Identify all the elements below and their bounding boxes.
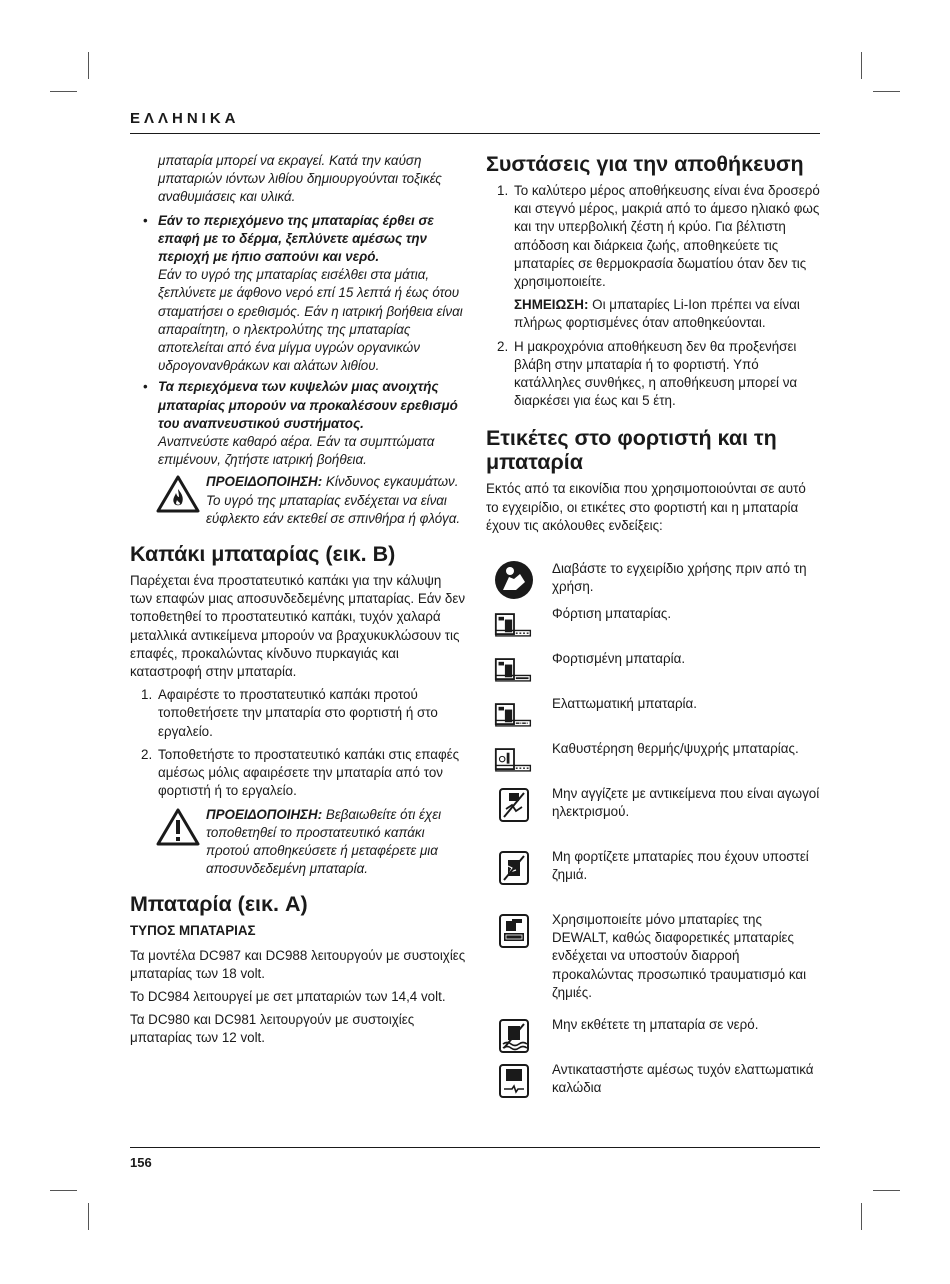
exclamation-warning-icon: [156, 808, 200, 846]
label-row: [486, 605, 820, 650]
battery-paragraph: Το DC984 λειτουργεί με σετ μπαταριών των 14,4 volt.: [130, 988, 446, 1004]
crop-mark: [873, 1190, 900, 1191]
warning-text: Κίνδυνος εγκαυμάτων. Το υγρό της μπαταρίας ενδέχεται να είναι εύφλεκτο εάν εκτεθεί σε σπινθήρα ή φλόγα.: [206, 474, 461, 526]
labels-heading: Ετικέτες στο φορτιστή και τη μπαταρία: [486, 426, 777, 475]
label-row: [486, 785, 820, 848]
label-row: [486, 560, 820, 605]
step-number: 1.: [497, 183, 509, 198]
label-text: Ελαττωματική μπαταρία.: [552, 696, 697, 712]
replace-cords-icon: [494, 1061, 534, 1101]
storage-note: [486, 296, 820, 332]
cap-heading: Καπάκι μπαταρίας (εικ. B): [130, 542, 396, 567]
battery-charging-icon: [494, 605, 534, 645]
storage-step: [486, 338, 820, 411]
bullet-item: [130, 212, 467, 376]
label-row: [486, 695, 820, 740]
battery-defective-icon: [494, 695, 534, 735]
step-number: 2.: [497, 338, 509, 354]
storage-heading: Συστάσεις για την αποθήκευση: [486, 152, 804, 176]
battery-heading: Μπαταρία (εικ. A): [130, 892, 308, 917]
crop-mark: [50, 1190, 77, 1191]
label-row: [486, 740, 820, 785]
label-text: Φορτισμένη μπαταρία.: [552, 651, 686, 667]
footer-divider: [130, 1147, 820, 1148]
no-water-icon: [494, 1016, 534, 1056]
step-number: 1.: [141, 687, 153, 703]
label-text: Μην εκθέτετε τη μπαταρία σε νερό.: [552, 1017, 759, 1033]
storage-step: [486, 182, 820, 291]
bullet-bold-text: Τα περιεχόμενα των κυψελών μιας ανοιχτής μπαταρίας μπορούν να προκαλέσουν ερεθισμό του αναπνευστικού συστήματος.: [158, 379, 458, 431]
intro-text: μπαταρία μπορεί να εκραγεί. Κατά την καύση μπαταριών ιόντων λιθίου δημιουργούνται τοξικές αναθυμιάσεις και υλικά.: [158, 153, 442, 205]
right-column: [486, 152, 820, 1101]
battery-paragraph: Τα μοντέλα DC987 και DC988 λειτουργούν με συστοιχίες μπαταρίας των 18 volt.: [130, 947, 466, 981]
step-text: Αφαιρέστε το προστατευτικό καπάκι προτού τοποθετήσετε την μπαταρία στο φορτιστή ή στο εργαλείο.: [158, 687, 438, 739]
label-text: Μη φορτίζετε μπαταρίες που έχουν υποστεί ζημιά.: [552, 849, 809, 883]
cap-step: [130, 746, 467, 801]
warning-label: ΠΡΟΕΙΔΟΠΟΙΗΣΗ:: [206, 474, 323, 490]
label-row: [486, 1061, 820, 1101]
step-number: 2.: [141, 746, 153, 762]
crop-mark: [861, 52, 862, 79]
label-row: [486, 848, 820, 911]
page-header-language: ΕΛΛΗΝΙΚΑ: [130, 110, 240, 127]
label-text: Αντικαταστήστε αμέσως τυχόν ελαττωματικά καλώδια: [552, 1062, 814, 1096]
labels-intro: Εκτός από τα εικονίδια που χρησιμοποιούνται σε αυτό το εγχειρίδιο, οι ετικέτες στο φορτιστή και η μπαταρία έχουν τις ακόλουθες ενδείξεις:: [486, 481, 806, 533]
crop-mark: [50, 91, 77, 92]
battery-paragraph: Τα DC980 και DC981 λειτουργούν με συστοιχίες μπαταρίας των 12 volt.: [130, 1012, 415, 1046]
cap-step: [130, 686, 467, 741]
crop-mark: [88, 1203, 89, 1230]
label-text: Διαβάστε το εγχειρίδιο χρήσης πριν από τη χρήση.: [552, 561, 807, 595]
bullet-item: [130, 378, 467, 469]
left-column: [130, 152, 467, 1053]
step-text: Η μακροχρόνια αποθήκευση δεν θα προξενήσει βλάβη στην μπαταρία ή το φορτιστή. Υπό κατάλληλες συνθήκες, η αποθήκευση μπορεί να διαρκέσει για έως και 5 έτη.: [514, 338, 798, 409]
label-text: Καθυστέρηση θερμής/ψυχρής μπαταρίας.: [552, 741, 799, 757]
page-number: 156: [130, 1155, 152, 1170]
crop-mark: [873, 91, 900, 92]
warning-label: ΠΡΟΕΙΔΟΠΟΙΗΣΗ:: [206, 806, 323, 822]
hot-cold-delay-icon: [494, 740, 534, 780]
note-label: ΣΗΜΕΙΩΣΗ:: [514, 297, 589, 313]
crop-mark: [861, 1203, 862, 1230]
header-divider: [130, 133, 820, 134]
dewalt-batteries-only-icon: [494, 911, 534, 951]
battery-charged-icon: [494, 650, 534, 690]
label-text: Μην αγγίζετε με αντικείμενα που είναι αγωγοί ηλεκτρισμού.: [552, 786, 820, 820]
battery-type-heading: ΤΥΠΟΣ ΜΠΑΤΑΡΙΑΣ: [130, 923, 256, 939]
label-row: [486, 650, 820, 695]
fire-warning: [130, 473, 467, 528]
step-text: Τοποθετήστε το προστατευτικό καπάκι στις επαφές αμέσως μόλις αφαιρέσετε την μπαταρία από τον φορτιστή ή το εργαλείο.: [158, 746, 460, 799]
bullet-bold-text: Εάν το περιεχόμενο της μπαταρίας έρθει σε επαφή με το δέρμα, ξεπλύνετε αμέσως την περιοχή με ήπιο σαπούνι και νερό.: [158, 212, 434, 265]
label-text: Χρησιμοποιείτε μόνο μπαταρίες της DEWALT, καθώς διαφορετικές μπαταρίες ενδέχεται να υποστούν διαρροή προκαλώντας προσωπικό τραυματισμό και ζημιές.: [552, 912, 807, 1000]
bullet-dot-icon: •: [143, 212, 148, 228]
read-manual-icon: [494, 560, 534, 600]
crop-mark: [88, 52, 89, 79]
cap-warning: [130, 806, 467, 879]
label-text: Φόρτιση μπαταρίας.: [552, 606, 672, 622]
step-text: Το καλύτερο μέρος αποθήκευσης είναι ένα δροσερό και στεγνό μέρος, μακριά από το άμεσο ηλιακό φως και την υπερβολική ζέστη ή κρύο. Για βέλτιστη απόδοση και διάρκεια ζωής, αποθηκεύετε τις μπαταρίες σε θερμοκρασία δωματίου όταν δεν τις χρησιμοποιείτε.: [514, 183, 820, 290]
no-conductive-objects-icon: [494, 785, 534, 825]
no-damaged-battery-icon: [494, 848, 534, 888]
fire-warning-icon: [156, 475, 200, 513]
note-text: Οι μπαταρίες Li-Ion πρέπει να είναι πλήρως φορτισμένες όταν αποθηκεύονται.: [514, 297, 800, 331]
bullet-text: Εάν το υγρό της μπαταρίας εισέλθει στα μάτια, ξεπλύνετε με άφθονο νερό επί 15 λεπτά ή έως ότου σταματήσει ο ερεθισμός. Εάν η ιατρική βοήθεια είναι απαραίτητη, ο ηλεκτρολύτης της μπαταρίας αποτελείται από ένα μίγμα υγρών οργανικών υδρογονανθράκων και αλάτων λιθίου.: [158, 267, 463, 374]
cap-text: Παρέχεται ένα προστατευτικό καπάκι για την κάλυψη των επαφών μιας αποσυνδεδεμένης μπαταρίας. Εάν δεν τοποθετηθεί το προστατευτικό καπάκι, τυχόν χαλαρά μεταλλικά αντικείμενα μπορούν να βραχυκυκλώσουν τις επαφές, προκαλώντας κίνδυνο πυρκαγιάς και καταστροφή στην μπαταρία.: [130, 573, 466, 680]
label-row: [486, 911, 820, 1016]
label-row: [486, 1016, 820, 1061]
bullet-dot-icon: •: [143, 379, 148, 395]
bullet-text: Αναπνεύστε καθαρό αέρα. Εάν τα συμπτώματα επιμένουν, ζητήστε ιατρική βοήθεια.: [158, 434, 435, 468]
warning-text: Βεβαιωθείτε ότι έχει τοποθετηθεί το προστατευτικό καπάκι προτού αποθηκεύσετε ή μεταφέρετε μια αποσυνδεδεμένη μπαταρία.: [206, 806, 442, 877]
